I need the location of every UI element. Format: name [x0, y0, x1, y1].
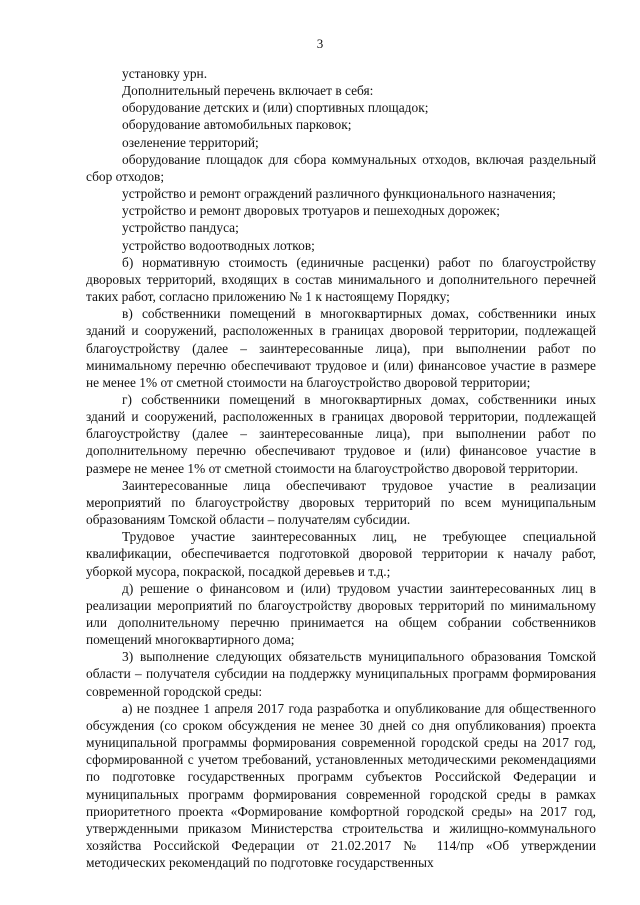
list-item-landscaping: озеленение территорий; [122, 134, 259, 150]
paragraph-labor-participation: Трудовое участие заинтересованных лиц, не требующее специальной квалификации, обеспечивается подготовкой дворовой территории к началу работ, уборкой мусора, покраской, посадкой деревьев и т.д.; [86, 529, 596, 579]
paragraph-item-3: 3) выполнение следующих обязательств муниципального образования Томской области – получателя субсидии на поддержку муниципальных программ формирования современной городской среды: [86, 649, 596, 699]
paragraph-additional-list-heading: Дополнительный перечень включает в себя: [122, 83, 374, 99]
list-item-ramp: устройство пандуса; [122, 220, 239, 236]
paragraph-interested-parties: Заинтересованные лица обеспечивают трудовое участие в реализации мероприятий по благоустройству дворовых территорий по всем муниципальным образованиям Томской области – получателям субсидии. [86, 477, 596, 528]
paragraph-item-v: в) собственники помещений в многоквартирных домах, собственники иных зданий и сооружений, расположенных в границах дворовой территории, подлежащей благоустройству (далее – заинтересованные лица), при выполнении работ по минимальному перечню обеспечивают трудовое и (или) финансовое участие в размере не менее 1% от сметной стоимости на благоустройство дворовой территории; [86, 306, 596, 390]
paragraph-item-g: г) собственники помещений в многоквартирных домах, собственники иных зданий и сооружений, расположенных в границах дворовой территории, подлежащей благоустройству (далее – заинтересованные лица), при выполнении работ по дополнительному перечню обеспечивают трудовое и (или) финансовое участие в размере не менее 1% от сметной стоимости на благоустройство дворовой территории. [86, 391, 596, 476]
list-item-waste-sites: оборудование площадок для сбора коммунальных отходов, включая раздельный сбор отходов; [86, 151, 596, 184]
list-item-drainage: устройство водоотводных лотков; [122, 237, 315, 253]
list-item-sidewalks: устройство и ремонт дворовых тротуаров и пешеходных дорожек; [122, 203, 500, 219]
list-item-playgrounds: оборудование детских и (или) спортивных площадок; [122, 100, 429, 116]
paragraph-item-a: а) не позднее 1 апреля 2017 года разработка и опубликование для общественного обсуждения (со сроком обсуждения не менее 30 дней со дня опубликования) проекта муниципальной программы формирования современной городской среды на 2017 год, сформированной с учетом требований, установленных методическими рекомендациями по подготовке государственных программ субъектов Российской Федерации и муниципальных программ формирования современной городской среды в рамках приоритетного проекта «Формирование комфортной городской среды» на 2017 год, утвержденными приказом Министерства строительства и жилищно-коммунального хозяйства Российской Федерации от 21.02.2017 № 114/пр «Об утверждении методических рекомендаций по подготовке государственных [86, 700, 596, 871]
list-item-parking: оборудование автомобильных парковок; [122, 117, 352, 133]
document-body [86, 65, 596, 871]
paragraph-item-b: б) нормативную стоимость (единичные расценки) работ по благоустройству дворовых территорий, входящих в состав минимального и дополнительного перечней таких работ, согласно приложению № 1 к настоящему Порядку; [86, 254, 596, 305]
paragraph-item-d: д) решение о финансовом и (или) трудовом участии заинтересованных лиц в реализации мероприятий по благоустройству дворовых территорий по минимальному или дополнительному перечню принимается на общем собрании собственников помещений многоквартирного дома; [86, 580, 596, 648]
page-number: 3 [316, 36, 324, 51]
paragraph-urn-installation: установку урн. [122, 66, 208, 81]
list-item-fences: устройство и ремонт ограждений различного функционального назначения; [122, 186, 556, 202]
